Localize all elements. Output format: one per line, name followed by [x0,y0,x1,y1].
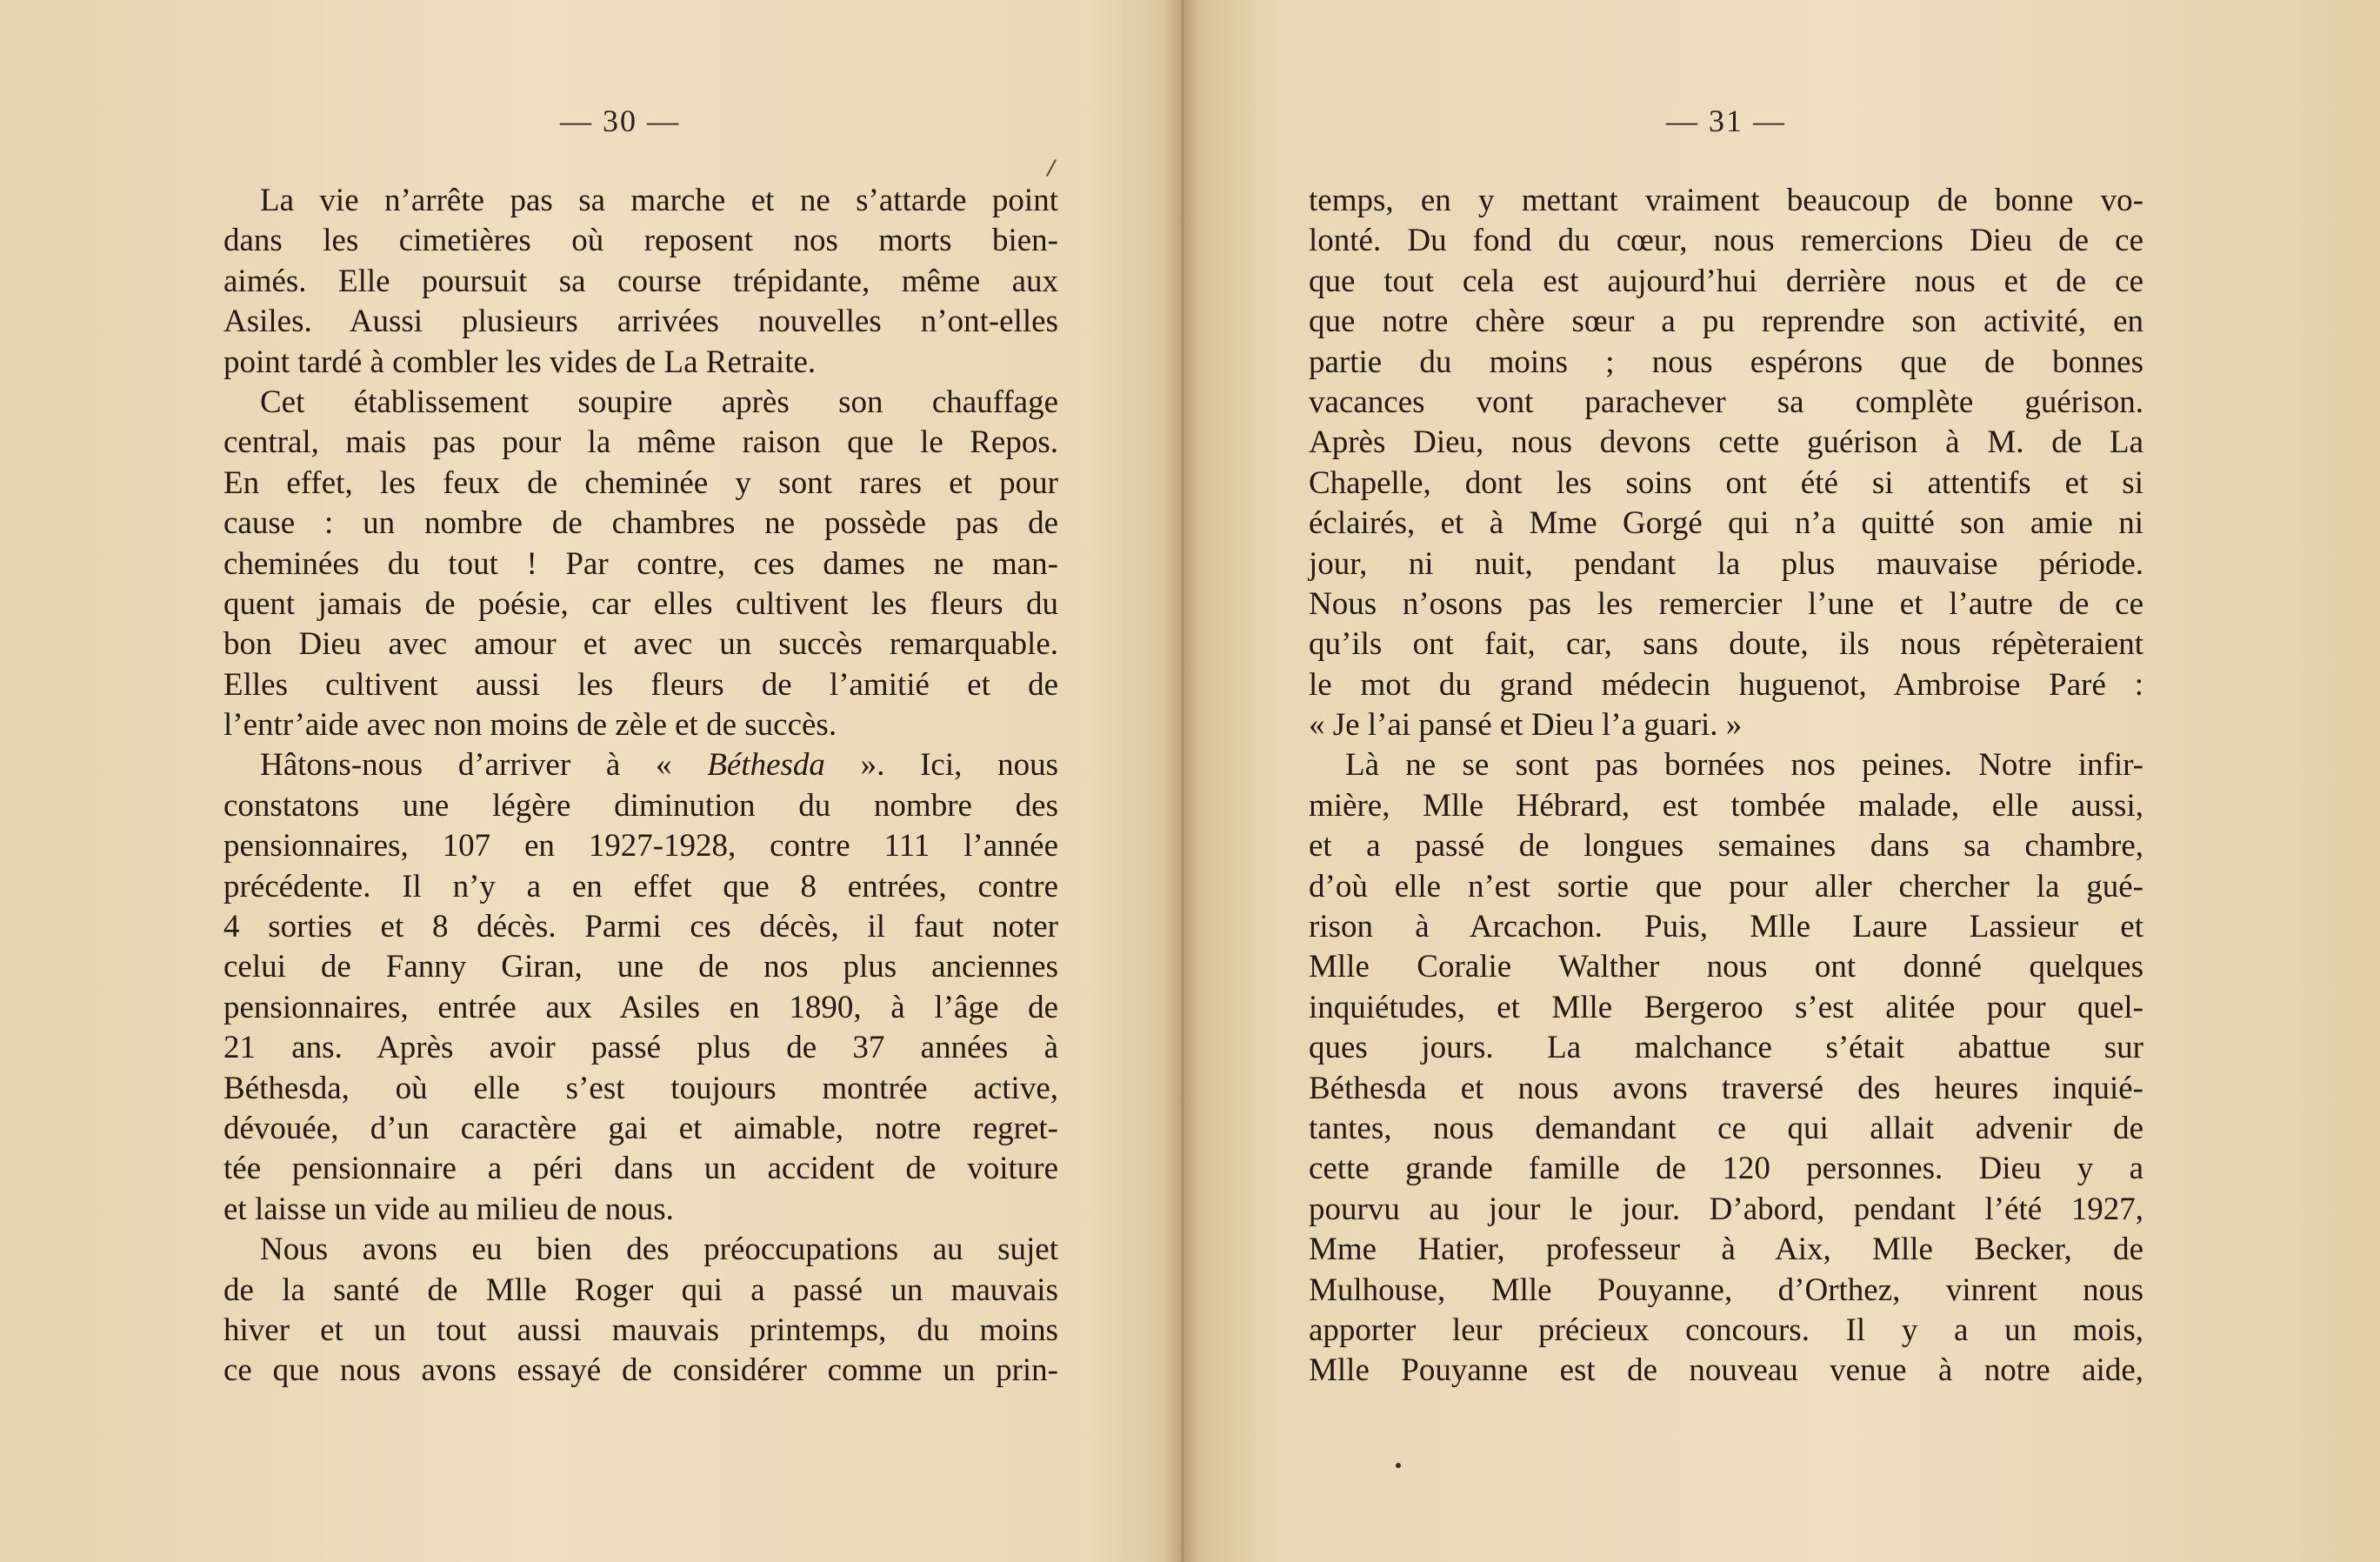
text-line: tantes, nous demandant ce qui allait advenir de [1309,1110,2143,1146]
text-line: mière, Mlle Hébrard, est tombée malade, elle aussi, [1309,787,2143,824]
text-line: Elles cultivent aussi les fleurs de l’amitié et de [223,666,1058,703]
text-line: aimés. Elle poursuit sa course trépidante, même aux [223,263,1058,299]
text-line: Mme Hatier, professeur à Aix, Mlle Becker, de [1309,1232,2143,1268]
text-line: que tout cela est aujourd’hui derrière nous et de ce [1309,263,2143,299]
text-line: « Je l’ai pansé et Dieu l’a guari. » [1309,707,1743,744]
text-line: jour, ni nuit, pendant la plus mauvaise période. [1309,545,2143,582]
text-line: hiver et un tout aussi mauvais printemps, du moins [223,1312,1058,1348]
text-line: bon Dieu avec amour et avec un succès remarquable. [223,626,1058,663]
text-line: vacances vont parachever sa complète guérison. [1309,384,2143,420]
text-line: point tardé à combler les vides de La Retraite. [223,344,817,380]
text-line: le mot du grand médecin huguenot, Ambroise Paré : [1309,666,2143,703]
text-line: cause : un nombre de chambres ne possède pas de [223,505,1058,542]
text-line: Là ne se sont pas bornées nos peines. Notre infir- [1345,747,2143,784]
text-line: La vie n’arrête pas sa marche et ne s’attarde point [260,183,1058,218]
text-line: ce que nous avons essayé de considérer comme un prin- [223,1352,1058,1389]
right-page-text [1309,181,2143,1392]
text-line: et laisse un vide au milieu de nous. [223,1191,674,1227]
text-line: Mulhouse, Mlle Pouyanne, d’Orthez, vinrent nous [1309,1272,2143,1308]
text-line: l’entr’aide avec non moins de zèle et de succès. [223,707,837,744]
text-line: Asiles. Aussi plusieurs arrivées nouvelles n’ont-elles [223,304,1058,340]
text-line: cette grande famille de 120 personnes. Dieu y a [1309,1151,2143,1187]
text-line: Nous avons eu bien des préoccupations au sujet [260,1232,1058,1268]
text-line: Nous n’osons pas les remercier l’une et l’autre de ce [1309,585,2143,622]
page-number-right: — 31 — [1666,103,1786,138]
text-line: Après Dieu, nous devons cette guérison à M. de La [1309,424,2143,461]
text-line: de la santé de Mlle Roger qui a passé un mauvais [223,1272,1058,1308]
text-line: Hâtons-nous d’arriver à « Béthesda ». Ici, nous [260,747,1058,784]
ink-speck [1396,1463,1401,1468]
text-line: pensionnaires, entrée aux Asiles en 1890, à l’âge de [223,989,1058,1025]
text-line: pourvu au jour le jour. D’abord, pendant l’été 1927, [1309,1191,2143,1227]
left-page [0,0,1183,1562]
page-number-left: — 30 — [560,103,680,138]
text-line: En effet, les feux de cheminée y sont rares et pour [223,464,1058,501]
text-line: 21 ans. Après avoir passé plus de 37 années à [223,1030,1058,1066]
text-line: et a passé de longues semaines dans sa chambre, [1309,828,2143,864]
text-line: ques jours. La malchance s’était abattue sur [1309,1030,2143,1066]
text-line: Béthesda et nous avons traversé des heures inquié- [1309,1070,2143,1106]
text-line: central, mais pas pour la même raison que le Repos. [223,424,1058,461]
text-line: quent jamais de poésie, car elles cultivent les fleurs du [223,585,1058,622]
text-line: constatons une légère diminution du nombre des [223,787,1058,824]
text-line: éclairés, et à Mme Gorgé qui n’a quitté son amie ni [1309,505,2143,542]
text-line: Cet établissement soupire après son chauffage [260,384,1058,420]
text-line: Mlle Coralie Walther nous ont donné quelques [1309,949,2143,985]
text-line: inquiétudes, et Mlle Bergeroo s’est alitée pour quel- [1309,989,2143,1025]
text-line: précédente. Il n’y a en effet que 8 entrées, contre [223,868,1058,904]
text-line: Béthesda, où elle s’est toujours montrée active, [223,1070,1058,1106]
italic-title: Béthesda [707,747,825,784]
text-line: Mlle Pouyanne est de nouveau venue à notre aide, [1309,1352,2143,1389]
book-gutter [1163,0,1202,1562]
text-line: partie du moins ; nous espérons que de bonnes [1309,344,2143,380]
text-line: qu’ils ont fait, car, sans doute, ils nous répèteraient [1309,626,2143,663]
text-line: dévouée, d’un caractère gai et aimable, notre regret- [223,1110,1058,1146]
text-line: cheminées du tout ! Par contre, ces dames ne man- [223,545,1058,582]
text-line: celui de Fanny Giran, une de nos plus anciennes [223,949,1058,985]
text-line: d’où elle n’est sortie que pour aller chercher la gué- [1309,868,2143,904]
text-line: rison à Arcachon. Puis, Mlle Laure Lassieur et [1309,909,2143,945]
right-page [1183,0,2380,1562]
text-line: pensionnaires, 107 en 1927-1928, contre 111 l’année [223,828,1058,864]
text-line: lonté. Du fond du cœur, nous remercions Dieu de ce [1309,223,2143,259]
text-line: 4 sorties et 8 décès. Parmi ces décès, il faut noter [223,909,1058,945]
text-line: apporter leur précieux concours. Il y a un mois, [1309,1312,2143,1348]
text-line: temps, en y mettant vraiment beaucoup de bonne vo- [1309,183,2143,218]
text-line: tée pensionnaire a péri dans un accident de voiture [223,1151,1058,1187]
text-line: Chapelle, dont les soins ont été si attentifs et si [1309,464,2143,501]
text-line: que notre chère sœur a pu reprendre son activité, en [1309,304,2143,340]
text-line: dans les cimetières où reposent nos morts bien- [223,223,1058,259]
left-page-text [223,181,1058,1392]
